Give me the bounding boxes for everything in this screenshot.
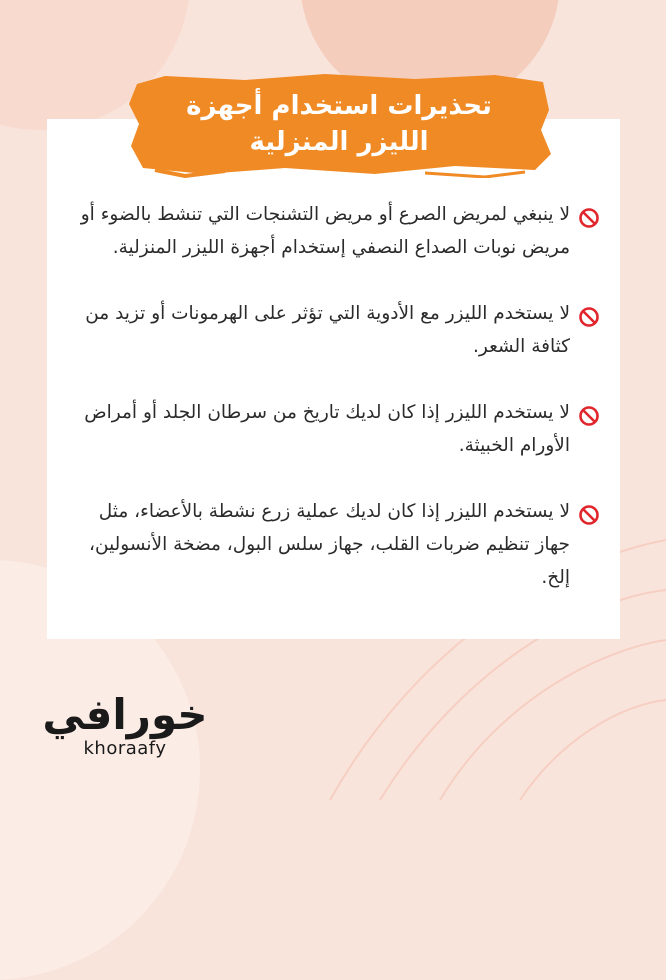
prohibited-icon — [578, 405, 600, 427]
prohibited-icon — [578, 306, 600, 328]
warning-text: لا ينبغي لمريض الصرع أو مريض التشنجات التي تنشط بالضوء أو مريض نوبات الصداع النصفي إستخدام أجهزة الليزر المنزلية. — [80, 204, 570, 258]
page-title — [125, 70, 553, 178]
logo-latin-wordmark: khoraafy — [83, 738, 167, 759]
list-item — [80, 297, 600, 363]
list-item — [80, 396, 600, 462]
warning-text: لا يستخدم الليزر إذا كان لديك تاريخ من سرطان الجلد أو أمراض الأورام الخبيثة. — [84, 402, 570, 456]
brand-logo — [40, 690, 210, 770]
list-item — [80, 495, 600, 594]
prohibited-icon — [578, 207, 600, 229]
title-banner — [125, 70, 553, 178]
logo-arabic-wordmark: خورافي — [42, 690, 208, 739]
title-line-2: الليزر المنزلية — [249, 127, 429, 157]
warning-text: لا يستخدم الليزر إذا كان لديك عملية زرع نشطة بالأعضاء، مثل جهاز تنظيم ضربات القلب، جهاز سلس البول، مضخة الأنسولين، إلخ. — [89, 501, 570, 588]
title-line-1: تحذيرات استخدام أجهزة — [186, 91, 492, 121]
warning-text: لا يستخدم الليزر مع الأدوية التي تؤثر على الهرمونات أو تزيد من كثافة الشعر. — [85, 303, 570, 357]
list-item — [80, 198, 600, 264]
warnings-list — [80, 198, 600, 627]
prohibited-icon — [578, 504, 600, 526]
